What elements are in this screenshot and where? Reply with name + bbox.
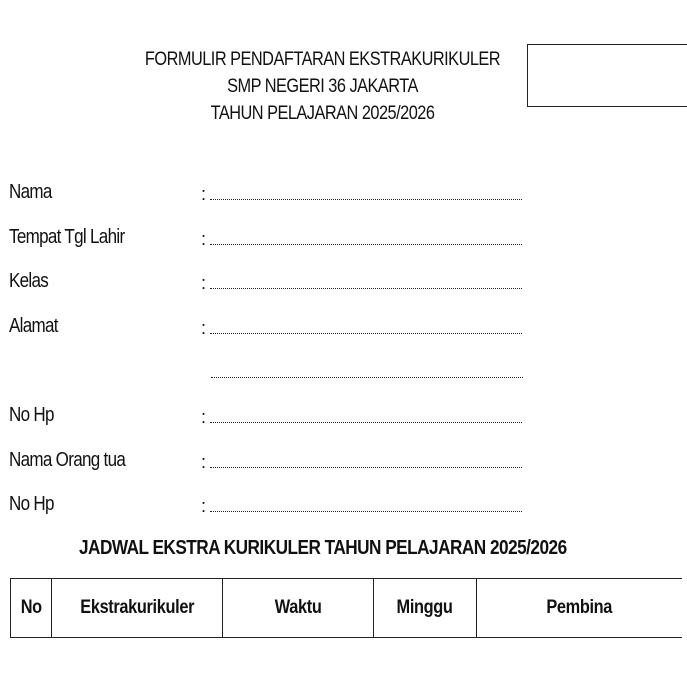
colon: : [201, 229, 206, 249]
dotted-line [210, 509, 522, 512]
dotted-line [210, 242, 522, 245]
field-nama-input[interactable] [201, 184, 522, 205]
field-label-tempat-tgl-lahir: Tempat Tgl Lahir [9, 226, 125, 248]
dotted-line [210, 465, 522, 468]
field-alamat-input[interactable] [201, 318, 522, 339]
colon: : [201, 318, 206, 338]
field-label-nama-orang-tua: Nama Orang tua [9, 449, 126, 471]
field-label-nama: Nama [9, 181, 52, 203]
field-label-no-hp: No Hp [9, 404, 54, 426]
column-header-waktu: Waktu [223, 579, 374, 638]
field-label-kelas: Kelas [9, 270, 49, 292]
dotted-line [211, 375, 523, 378]
field-nama-orang-tua-input[interactable] [201, 452, 522, 473]
schedule-table [10, 578, 682, 638]
academic-year: TAHUN PELAJARAN 2025/2026 [210, 103, 435, 124]
field-no-hp-input[interactable] [201, 407, 522, 428]
table-header-row [11, 579, 683, 638]
column-header-ekstrakurikuler: Ekstrakurikuler [52, 579, 223, 638]
colon: : [201, 273, 206, 293]
field-kelas-input[interactable] [201, 273, 522, 294]
column-header-minggu: Minggu [374, 579, 477, 638]
field-label-alamat: Alamat [9, 315, 58, 337]
dotted-line [210, 331, 522, 334]
school-name: SMP NEGERI 36 JAKARTA [227, 76, 418, 97]
field-alamat-continuation[interactable] [211, 362, 523, 383]
field-no-hp-orang-tua-input[interactable] [201, 496, 522, 517]
field-tempat-tgl-lahir-input[interactable] [201, 229, 522, 250]
photo-box [527, 44, 687, 107]
colon: : [201, 407, 206, 427]
field-label-no-hp-orang-tua: No Hp [9, 493, 54, 515]
form-title: FORMULIR PENDAFTARAN EKSTRAKURIKULER [144, 49, 501, 70]
column-header-pembina: Pembina [477, 579, 683, 638]
dotted-line [210, 197, 522, 200]
colon: : [201, 496, 206, 516]
colon: : [201, 452, 206, 472]
schedule-title: JADWAL EKSTRA KURIKULER TAHUN PELAJARAN 2025/2026 [79, 537, 567, 559]
column-header-no: No [11, 579, 52, 638]
colon: : [201, 184, 206, 204]
dotted-line [210, 286, 522, 289]
dotted-line [210, 420, 522, 423]
